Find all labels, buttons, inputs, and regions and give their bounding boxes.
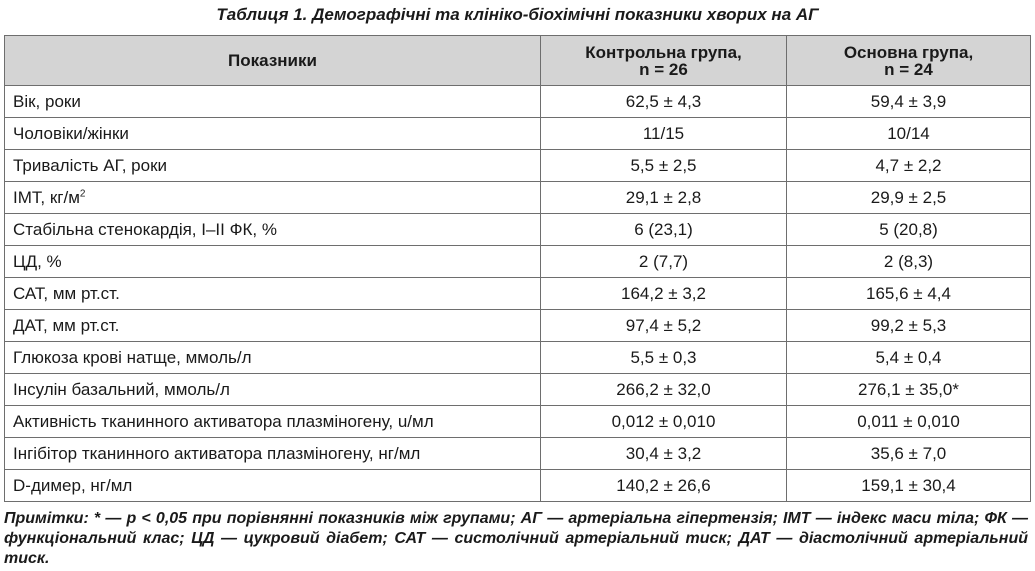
control-group-value: 5,5 ± 2,5 [541,150,787,182]
row-label: Стабільна стенокардія, І–ІІ ФК, % [13,219,277,239]
control-group-value: 5,5 ± 0,3 [541,342,787,374]
main-group-value: 159,1 ± 30,4 [787,470,1031,502]
row-label-cell [5,342,541,374]
header-main-group [787,36,1031,86]
row-label: ДАТ, мм рт.ст. [13,315,120,335]
row-label-cell [5,86,541,118]
control-group-value: 0,012 ± 0,010 [541,406,787,438]
header-indicator [5,36,541,86]
table-row [5,470,1031,502]
control-group-value: 29,1 ± 2,8 [541,182,787,214]
row-label: Глюкоза крові натще, ммоль/л [13,347,252,367]
table-title: Таблиця 1. Демографічні та клініко-біохімічні показники хворих на АГ [216,5,819,24]
row-label-cell [5,246,541,278]
table-row [5,214,1031,246]
main-group-value: 5,4 ± 0,4 [787,342,1031,374]
row-label-cell [5,150,541,182]
table-row [5,310,1031,342]
main-group-value: 99,2 ± 5,3 [787,310,1031,342]
main-group-value: 165,6 ± 4,4 [787,278,1031,310]
row-label: ІМТ, кг/м [13,187,80,207]
table-row [5,118,1031,150]
row-label: Інгібітор тканинного активатора плазміногену, нг/мл [13,443,421,463]
header-indicator-label: Показники [228,51,317,70]
table-row [5,406,1031,438]
main-group-value: 35,6 ± 7,0 [787,438,1031,470]
table-row [5,278,1031,310]
row-label-cell [5,310,541,342]
control-group-value: 164,2 ± 3,2 [541,278,787,310]
control-group-value: 266,2 ± 32,0 [541,374,787,406]
table-row [5,86,1031,118]
header-main-line2: n = 24 [884,59,933,79]
header-control-group [541,36,787,86]
row-label: Чоловіки/жінки [13,123,129,143]
main-group-value: 5 (20,8) [787,214,1031,246]
table-row [5,182,1031,214]
main-group-value: 0,011 ± 0,010 [787,406,1031,438]
header-control-line1: Контрольна група, [585,42,742,62]
table-header-row [5,36,1031,86]
control-group-value: 140,2 ± 26,6 [541,470,787,502]
header-main-line1: Основна група, [843,42,974,62]
main-group-value: 276,1 ± 35,0* [787,374,1031,406]
row-label: Вік, роки [13,91,81,111]
row-label-cell [5,406,541,438]
row-label-cell [5,438,541,470]
table-notes: Примітки: * — p < 0,05 при порівнянні показників між групами; АГ — артеріальна гіпертензія; ІМТ — індекс маси тіла; ФК — функціональний клас; ЦД — цукровий діабет; САТ — систолічний артеріальний тиск; ДАТ — діастолічний артеріальний тиск. [4,510,1028,567]
control-group-value: 6 (23,1) [541,214,787,246]
row-label: Тривалість АГ, роки [13,155,167,175]
row-label: Активність тканинного активатора плазміногену, u/мл [13,411,434,431]
row-label: ЦД, % [13,251,62,271]
main-group-value: 2 (8,3) [787,246,1031,278]
table-row [5,342,1031,374]
table-row [5,438,1031,470]
control-group-value: 62,5 ± 4,3 [541,86,787,118]
row-label-superscript: 2 [79,187,86,199]
row-label-cell [5,470,541,502]
row-label-cell [5,118,541,150]
row-label: САТ, мм рт.ст. [13,283,120,303]
row-label-cell [5,374,541,406]
header-control-line2: n = 26 [639,59,688,79]
table-row [5,246,1031,278]
table-row [5,150,1031,182]
control-group-value: 30,4 ± 3,2 [541,438,787,470]
table-row [5,374,1031,406]
data-table [4,35,1031,502]
row-label-cell [5,278,541,310]
row-label: Інсулін базальний, ммоль/л [13,379,230,399]
main-group-value: 4,7 ± 2,2 [787,150,1031,182]
control-group-value: 2 (7,7) [541,246,787,278]
main-group-value: 10/14 [787,118,1031,150]
control-group-value: 97,4 ± 5,2 [541,310,787,342]
control-group-value: 11/15 [541,118,787,150]
row-label: D-димер, нг/мл [13,475,133,495]
row-label-cell [5,182,541,214]
row-label-cell [5,214,541,246]
main-group-value: 29,9 ± 2,5 [787,182,1031,214]
main-group-value: 59,4 ± 3,9 [787,86,1031,118]
